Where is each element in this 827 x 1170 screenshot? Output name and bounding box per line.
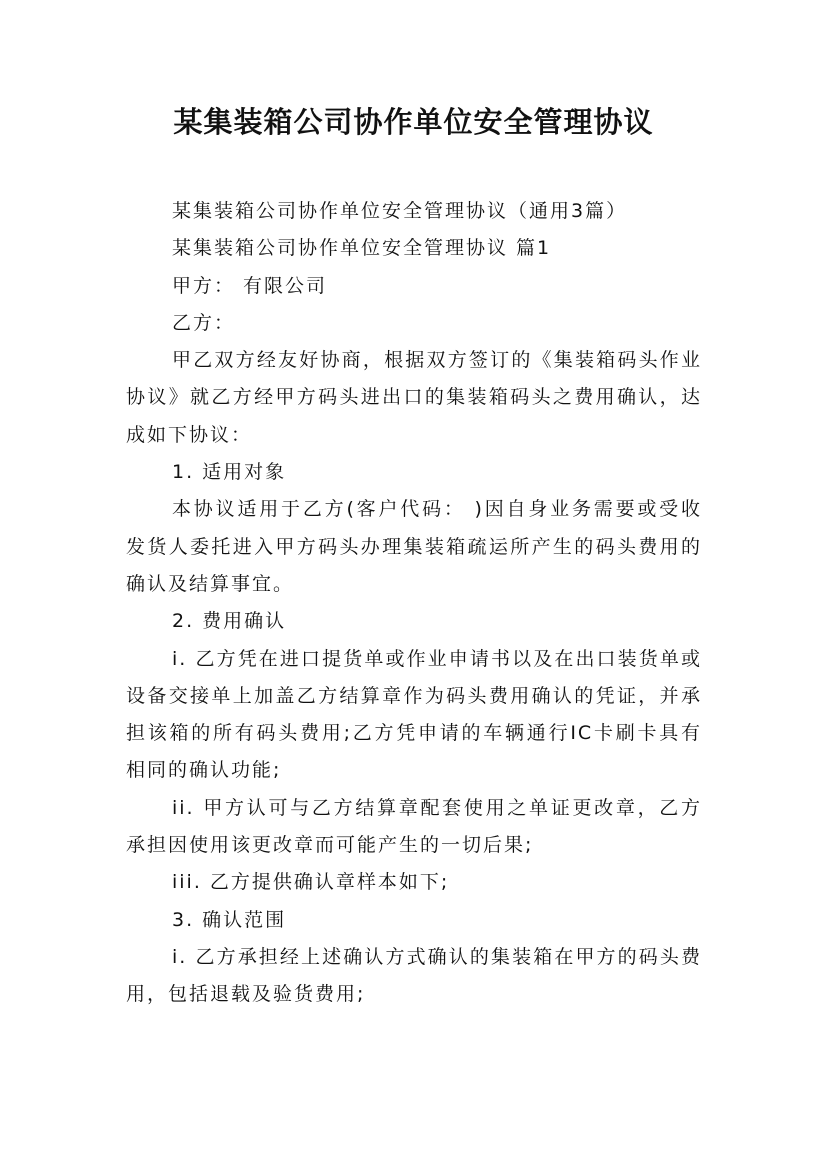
paragraph-clause-3-heading: 3. 确认范围 (172, 908, 287, 931)
paragraph-clause-3-i: i. 乙方承担经上述确认方式确认的集装箱在甲方的码头费用，包括退载及验货费用; (126, 945, 702, 1006)
paragraph-clause-1-body: 本协议适用于乙方(客户代码： )因自身业务需要或受收发货人委托进入甲方码头办理集装箱疏运所产生的码头费用的确认及结算事宜。 (126, 498, 702, 595)
paragraph-party-b: 乙方： (172, 311, 236, 334)
paragraph-section-heading: 某集装箱公司协作单位安全管理协议 篇1 (172, 237, 552, 260)
paragraph-preamble: 甲乙双方经友好协商，根据双方签订的《集装箱码头作业协议》就乙方经甲方码头进出口的集装箱码头之费用确认，达成如下协议： (126, 349, 702, 446)
paragraph-clause-1-heading: 1. 适用对象 (172, 461, 287, 484)
document-body (126, 193, 702, 1014)
paragraph-clause-2-i: i. 乙方凭在进口提货单或作业申请书以及在出口装货单或设备交接单上加盖乙方结算章作为码头费用确认的凭证，并承担该箱的所有码头费用;乙方凭申请的车辆通行IC卡刷卡具有相同的确认功能; (126, 647, 702, 782)
document-title: 某集装箱公司协作单位安全管理协议 (173, 105, 654, 139)
paragraph-clause-2-iii: iii. 乙方提供确认章样本如下; (172, 871, 450, 894)
paragraph-clause-2-heading: 2. 费用确认 (172, 610, 287, 633)
paragraph-subtitle: 某集装箱公司协作单位安全管理协议（通用3篇） (172, 200, 628, 222)
paragraph-party-a: 甲方： 有限公司 (172, 274, 328, 297)
paragraph-clause-2-ii: ii. 甲方认可与乙方结算章配套使用之单证更改章，乙方承担因使用该更改章而可能产生的一切后果; (126, 796, 702, 857)
